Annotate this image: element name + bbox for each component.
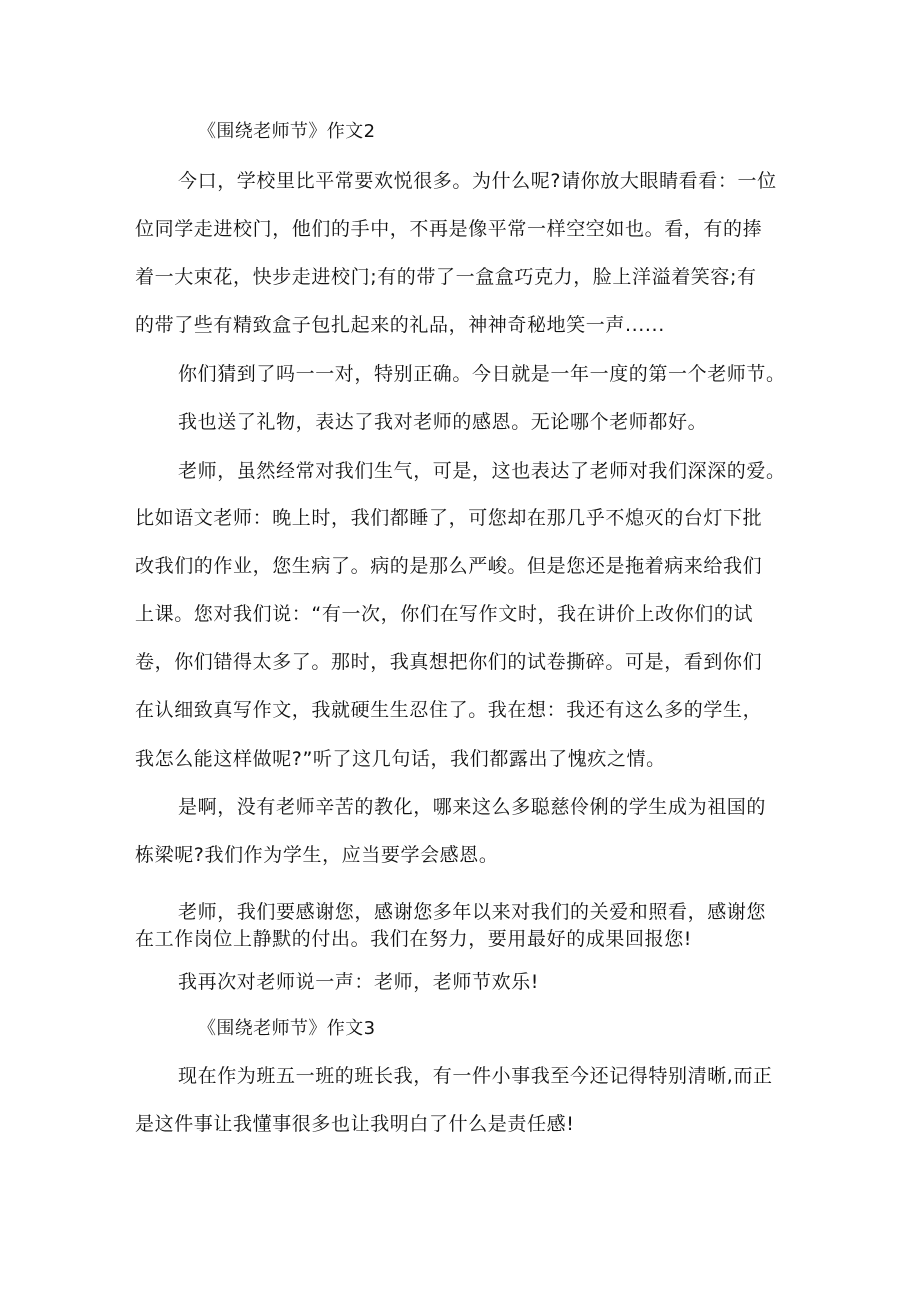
paragraph-4-line-6: 在认细致真写作文，我就硬生生忍住了。我在想：我还有这么多的学生， <box>135 699 763 721</box>
paragraph-4-line-1: 老师，虽然经常对我们生气，可是，这也表达了老师对我们深深的爱。 <box>178 460 786 482</box>
essay-3-heading: 《围绕老师节》作文3 <box>198 1018 376 1039</box>
paragraph-1-line-4: 的带了些有精致盒子包扎起来的礼品，神神奇秘地笑一声...... <box>135 314 665 336</box>
paragraph-1-line-2: 位同学走进校门，他们的手中，不再是像平常一样空空如也。看，有的捧 <box>135 218 763 240</box>
paragraph-5-line-2: 栋梁呢?我们作为学生，应当要学会感恩。 <box>135 844 499 866</box>
essay-2-heading: 《围绕老师节》作文2 <box>198 121 376 142</box>
paragraph-1-line-1: 今口，学校里比平常要欢悦很多。为什么呢?请你放大眼睛看看：一位 <box>178 170 777 192</box>
paragraph-4-line-3: 改我们的作业，您生病了。病的是那么严峻。但是您还是拖着病来给我们 <box>135 555 763 577</box>
paragraph-6-line-1: 老师，我们要感谢您，感谢您多年以来对我们的关爱和照看，感谢您 <box>178 901 767 923</box>
paragraph-8-line-2: 是这件事让我懂事很多也让我明白了什么是责任感! <box>135 1113 575 1135</box>
paragraph-1-line-3: 着一大束花，快步走进校门;有的带了一盒盒巧克力，脸上洋溢着笑容;有 <box>135 266 757 288</box>
paragraph-5-line-1: 是啊，没有老师辛苦的教化，哪来这么多聪慈伶俐的学生成为祖国的 <box>178 796 767 818</box>
paragraph-6-line-2: 在工作岗位上静默的付出。我们在努力，要用最好的成果回报您! <box>135 928 693 950</box>
paragraph-4-line-5: 卷，你们错得太多了。那时，我真想把你们的试卷撕碎。可是，看到你们 <box>135 651 763 673</box>
paragraph-4-line-4: 上课。您对我们说：“有一次，你们在写作文时，我在讲价上改你们的试 <box>135 603 754 625</box>
paragraph-7: 我再次对老师说一声：老师，老师节欢乐! <box>178 971 540 993</box>
paragraph-3: 我也送了礼物，表达了我对老师的感恩。无论哪个老师都好。 <box>178 411 708 433</box>
paragraph-8-line-1: 现在作为班五一班的班长我，有一件小事我至今还记得特别清晰,而正 <box>178 1065 773 1087</box>
paragraph-4-line-7: 我怎么能这样做呢?”听了这几句话，我们都露出了愧疚之情。 <box>135 748 666 770</box>
paragraph-2: 你们猜到了吗一一对，特别正确。今日就是一年一度的第一个老师节。 <box>178 363 786 385</box>
paragraph-4-line-2: 比如语文老师：晚上时，我们都睡了，可您却在那几乎不熄灭的台灯下批 <box>135 507 763 529</box>
